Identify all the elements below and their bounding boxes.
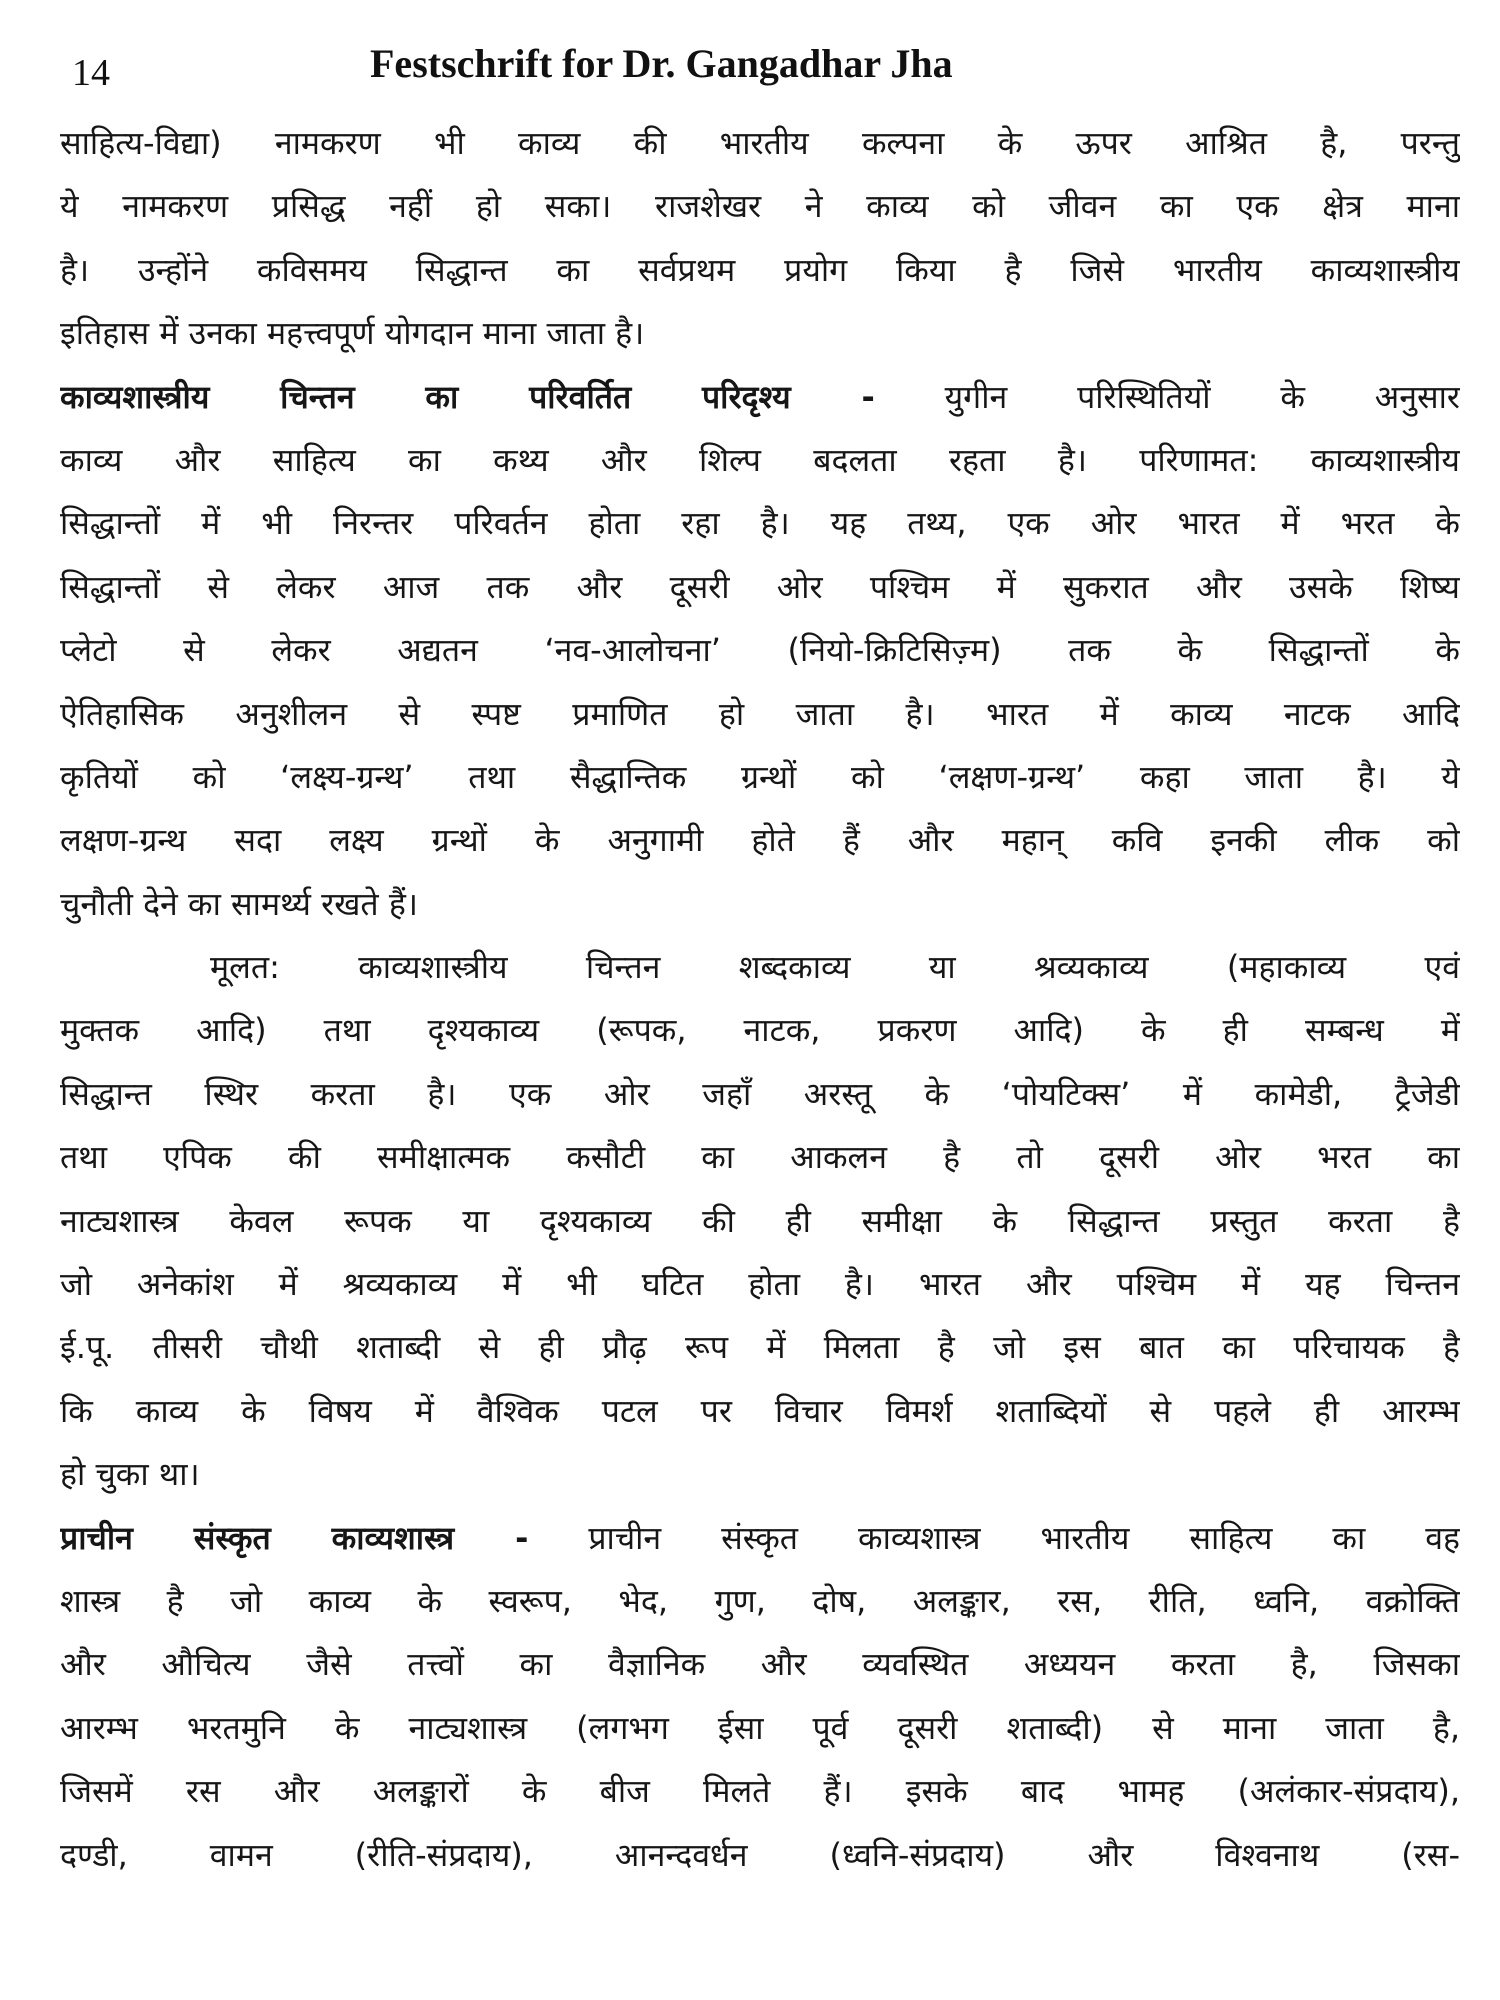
text-line: आरम्भ भरतमुनि के नाट्यशास्त्र (लगभग ईसा पूर्व दूसरी शताब्दी) से माना जाता है, [60,1708,1460,1747]
section-heading-line [60,366,1460,429]
text-line: इतिहास में उनका महत्त्वपूर्ण योगदान माना जाता है। [60,314,645,353]
text-line: सिद्धान्तों से लेकर आज तक और दूसरी ओर पश्चिम में सुकरात और उसके शिष्य [60,567,1460,606]
text-line: मुक्तक आदि) तथा दृश्यकाव्य (रूपक, नाटक, प्रकरण आदि) के ही सम्बन्ध में [60,1011,1460,1050]
text-line: मूलत: काव्यशास्त्रीय चिन्तन शब्दकाव्य या श्रव्यकाव्य (महाकाव्य एवं [210,948,1460,987]
page-number: 14 [72,52,110,94]
text-line: काव्य और साहित्य का कथ्य और शिल्प बदलता रहता है। परिणामत: काव्यशास्त्रीय [60,440,1460,479]
text-line: लक्षण-ग्रन्थ सदा लक्ष्य ग्रन्थों के अनुगामी होते हैं और महान् कवि इनकी लीक को [60,821,1460,860]
text-run: युगीन परिस्थितियों के अनुसार [874,377,1460,416]
body-text [60,112,1460,1887]
text-line: दण्डी, वामन (रीति-संप्रदाय), आनन्दवर्धन (ध्वनि-संप्रदाय) और विश्वनाथ (रस- [60,1835,1460,1874]
text-line: सिद्धान्तों में भी निरन्तर परिवर्तन होता रहा है। यह तथ्य, एक ओर भारत में भरत के [60,504,1460,543]
text-line: चुनौती देने का सामर्थ्य रखते हैं। [60,884,418,923]
section-heading: प्राचीन संस्कृत काव्यशास्त्र - [60,1518,529,1557]
text-line: कि काव्य के विषय में वैश्विक पटल पर विचार विमर्श शताब्दियों से पहले ही आरम्भ [60,1391,1460,1430]
text-line: है। उन्होंने कविसमय सिद्धान्त का सर्वप्रथम प्रयोग किया है जिसे भारतीय काव्यशास्त्रीय [60,250,1460,289]
page-header [60,40,1460,100]
text-run: प्राचीन संस्कृत काव्यशास्त्र भारतीय साहित्य का वह [528,1518,1460,1557]
text-line: जिसमें रस और अलङ्कारों के बीज मिलते हैं। इसके बाद भामह (अलंकार-संप्रदाय), [60,1772,1460,1811]
text-line: नाट्यशास्त्र केवल रूपक या दृश्यकाव्य की ही समीक्षा के सिद्धान्त प्रस्तुत करता है [60,1201,1460,1240]
text-line: हो चुका था। [60,1455,200,1494]
text-line: और औचित्य जैसे तत्त्वों का वैज्ञानिक और व्यवस्थित अध्ययन करता है, जिसका [60,1645,1460,1684]
text-line: प्लेटो से लेकर अद्यतन ‘नव-आलोचना’ (नियो-क्रिटिसिज़्म) तक के सिद्धान्तों के [60,631,1460,670]
text-line: सिद्धान्त स्थिर करता है। एक ओर जहाँ अरस्तू के ‘पोयटिक्स’ में कामेडी, ट्रैजेडी [60,1074,1460,1113]
text-line: ई.पू. तीसरी चौथी शताब्दी से ही प्रौढ़ रूप में मिलता है जो इस बात का परिचायक है [60,1328,1460,1367]
text-line: ऐतिहासिक अनुशीलन से स्पष्ट प्रमाणित हो जाता है। भारत में काव्य नाटक आदि [60,694,1460,733]
section-heading-line [60,1507,1460,1570]
text-line: साहित्य-विद्या) नामकरण भी काव्य की भारतीय कल्पना के ऊपर आश्रित है, परन्तु [60,124,1460,162]
text-line: तथा एपिक की समीक्षात्मक कसौटी का आकलन है तो दूसरी ओर भरत का [60,1138,1460,1177]
section-heading: काव्यशास्त्रीय चिन्तन का परिवर्तित परिदृश्य - [60,377,875,416]
text-line: शास्त्र है जो काव्य के स्वरूप, भेद, गुण, दोष, अलङ्कार, रस, रीति, ध्वनि, वक्रोक्ति [60,1581,1460,1620]
text-line: जो अनेकांश में श्रव्यकाव्य में भी घटित होता है। भारत और पश्चिम में यह चिन्तन [60,1265,1460,1304]
text-line: कृतियों को ‘लक्ष्य-ग्रन्थ’ तथा सैद्धान्तिक ग्रन्थों को ‘लक्षण-ग्रन्थ’ कहा जाता है। ये [60,757,1460,796]
running-title: Festschrift for Dr. Gangadhar Jha [370,41,953,86]
text-line: ये नामकरण प्रसिद्ध नहीं हो सका। राजशेखर ने काव्य को जीवन का एक क्षेत्र माना [60,187,1460,226]
